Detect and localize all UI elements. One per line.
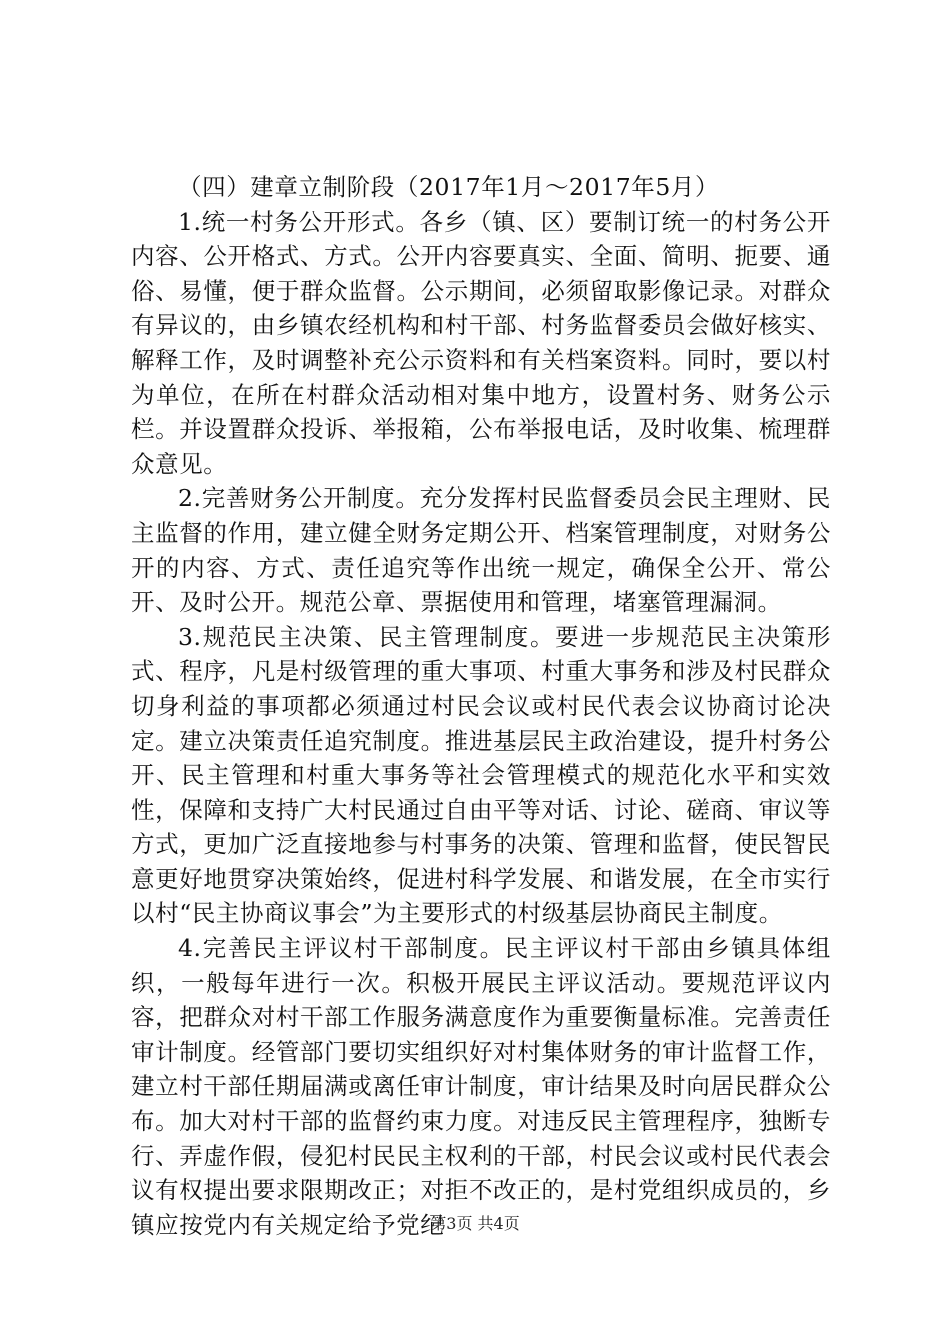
page-footer <box>0 1214 950 1234</box>
paragraph-3: 3.规范民主决策、民主管理制度。要进一步规范民主决策形式、程序，凡是村级管理的重大事项、村重大事务和涉及村民群众切身利益的事项都必须通过村民会议或村民代表会议协商讨论决定。建立决策责任追究制度。推进基层民主政治建设，提升村务公开、民主管理和村重大事务等社会管理模式的规范化水平和实效性，保障和支持广大村民通过自由平等对话、讨论、磋商、审议等方式，更加广泛直接地参与村事务的决策、管理和监督，使民智民意更好地贯穿决策始终，促进村科学发展、和谐发展，在全市实行以村“民主协商议事会”为主要形式的村级基层协商民主制度。 <box>131 622 831 928</box>
document-body <box>131 170 831 1242</box>
section-heading: （四）建章立制阶段（2017年1月～2017年5月） <box>178 173 720 201</box>
paragraph-2: 2.完善财务公开制度。充分发挥村民监督委员会民主理财、民主监督的作用，建立健全财务定期公开、档案管理制度，对财务公开的内容、方式、责任追究等作出统一规定，确保全公开、常公开、及时公开。规范公章、票据使用和管理，堵塞管理漏洞。 <box>131 484 831 617</box>
paragraph-1: 1.统一村务公开形式。各乡（镇、区）要制订统一的村务公开内容、公开格式、方式。公开内容要真实、全面、简明、扼要、通俗、易懂，便于群众监督。公示期间，必须留取影像记录。对群众有异议的，由乡镇农经机构和村干部、村务监督委员会做好核实、解释工作，及时调整补充公示资料和有关档案资料。同时，要以村为单位，在所在村群众活动相对集中地方，设置村务、财务公示栏。并设置群众投诉、举报箱，公布举报电话，及时收集、梳理群众意见。 <box>131 207 831 478</box>
page-number-label: 第3页 共4页 <box>430 1214 520 1233</box>
paragraph-4: 4.完善民主评议村干部制度。民主评议村干部由乡镇具体组织，一般每年进行一次。积极开展民主评议活动。要规范评议内容，把群众对村干部工作服务满意度作为重要衡量标准。完善责任审计制度。经管部门要切实组织好对村集体财务的审计监督工作，建立村干部任期届满或离任审计制度，审计结果及时向居民群众公布。加大对村干部的监督约束力度。对违反民主管理程序，独断专行、弄虚作假，侵犯村民民主权利的干部，村民会议或村民代表会议有权提出要求限期改正；对拒不改正的，是村党组织成员的，乡镇应按党内有关规定给予党纪 <box>131 934 831 1239</box>
